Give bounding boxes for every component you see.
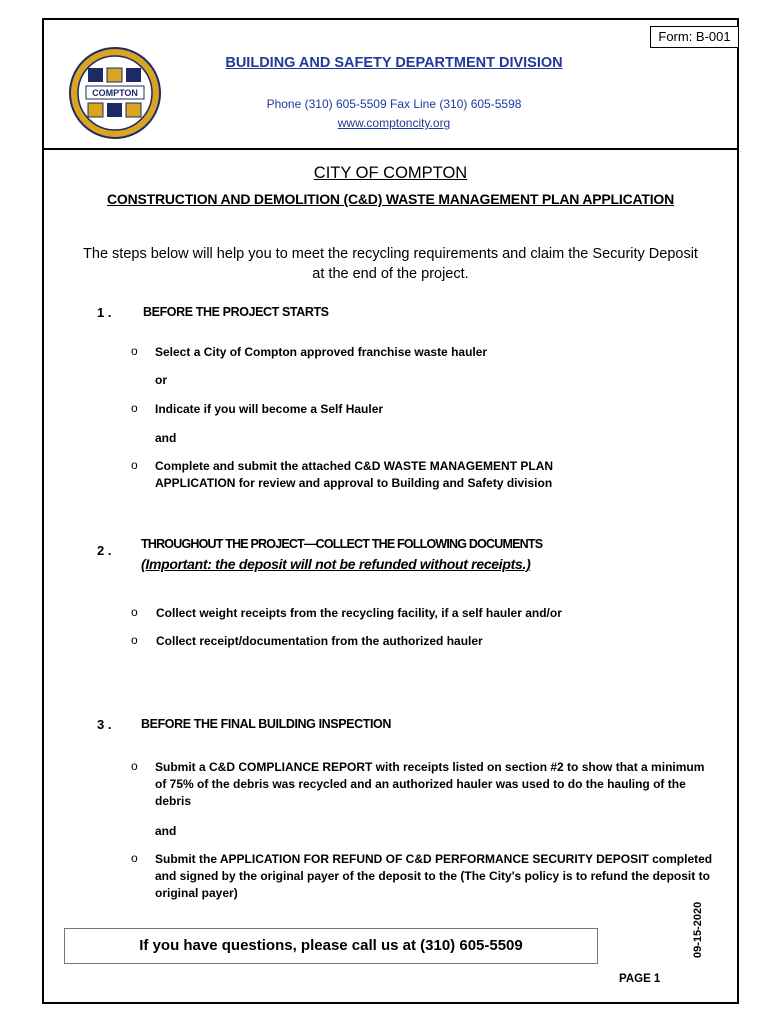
bullet-icon: o [131, 458, 138, 472]
connector-and: and [155, 431, 177, 445]
bullet-icon: o [131, 605, 138, 619]
header-divider [42, 148, 739, 150]
section-1-item-3: Complete and submit the attached C&D WASTE MANAGEMENT PLAN APPLICATION for review and approval to Building and Safety division [155, 459, 554, 490]
section-1-number: 1 . [97, 305, 112, 320]
section-1-item-2: Indicate if you will become a Self Hauler [155, 402, 384, 416]
revision-date: 09-15-2020 [692, 901, 704, 958]
application-title: CONSTRUCTION AND DEMOLITION (C&D) WASTE MANAGEMENT PLAN APPLICATION [106, 191, 675, 207]
seal-label: COMPTON [92, 88, 138, 98]
connector-or: or [155, 373, 167, 387]
connector-and: and [155, 824, 177, 838]
department-title: BUILDING AND SAFETY DEPARTMENT DIVISION [225, 55, 563, 71]
section-3-item-2: Submit the APPLICATION FOR REFUND OF C&D PERFORMANCE SECURITY DEPOSIT completed and signed by the original payer of the deposit to the (The City's policy is to refund the deposit to original payer) [155, 852, 713, 900]
bullet-icon: o [131, 851, 138, 865]
bullet-icon: o [131, 344, 138, 358]
questions-contact-text: If you have questions, please call us at (310) 605-5509 [139, 937, 523, 954]
section-2-item-1: Collect weight receipts from the recycling facility, if a self hauler and/or [156, 606, 562, 620]
bullet-icon: o [131, 759, 138, 773]
section-3-number: 3 . [97, 717, 112, 732]
city-title: CITY OF COMPTON [313, 164, 468, 182]
city-seal-icon [68, 46, 162, 140]
section-1-heading: BEFORE THE PROJECT STARTS [143, 305, 329, 319]
phone-fax-line: Phone (310) 605-5509 Fax Line (310) 605-5598 [266, 97, 522, 111]
section-1-item-1: Select a City of Compton approved franchise waste hauler [155, 345, 488, 359]
bullet-icon: o [131, 633, 138, 647]
bullet-icon: o [131, 401, 138, 415]
website-link[interactable]: www.comptoncity.org [337, 116, 451, 130]
intro-paragraph: The steps below will help you to meet the recycling requirements and claim the Security Deposit at the end of the project. [83, 246, 698, 282]
form-id-box: Form: B-001 [650, 26, 739, 48]
section-2-heading: THROUGHOUT THE PROJECT—COLLECT THE FOLLOWING DOCUMENTS [141, 537, 543, 551]
section-3-heading: BEFORE THE FINAL BUILDING INSPECTION [141, 717, 391, 731]
page-number: PAGE 1 [619, 973, 661, 985]
section-2-item-2: Collect receipt/documentation from the authorized hauler [156, 634, 483, 648]
section-2-subheading: (Important: the deposit will not be refunded without receipts.) [141, 556, 531, 572]
section-2-number: 2 . [97, 543, 112, 558]
section-3-item-1: Submit a C&D COMPLIANCE REPORT with receipts listed on section #2 to show that a minimum of 75% of the debris was recycled and an authorized hauler was used to do the hauling of the debris [155, 760, 705, 808]
